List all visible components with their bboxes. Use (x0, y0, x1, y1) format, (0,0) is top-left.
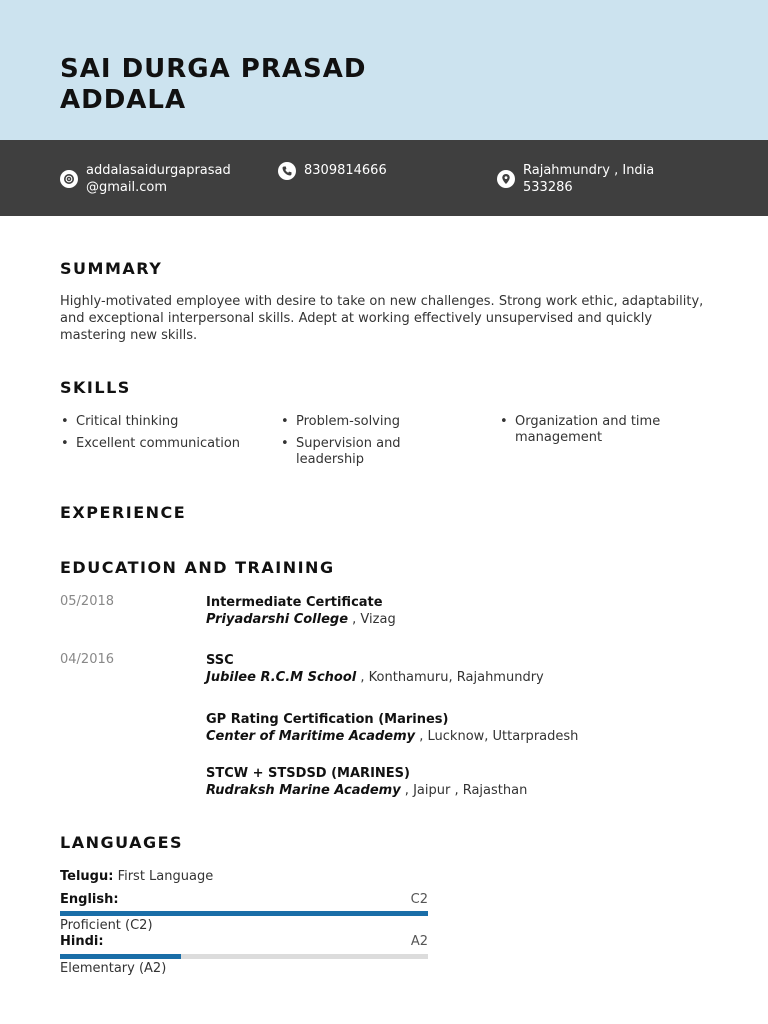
language-level: A2 (410, 934, 428, 949)
summary-heading: SUMMARY (60, 259, 163, 278)
education-entry (206, 765, 527, 799)
contact-phone (278, 162, 387, 180)
language-description: Elementary (A2) (60, 961, 167, 976)
address-line-2: 533286 (523, 180, 573, 195)
language-description: Proficient (C2) (60, 918, 153, 933)
skill-item: • Organization and time management (500, 414, 690, 446)
experience-heading: EXPERIENCE (60, 503, 187, 522)
education-school: Priyadarshi College (206, 612, 349, 627)
education-location: , Jaipur , Rajasthan (400, 783, 528, 798)
email-line-1: addalasaidurgaprasad (86, 163, 231, 178)
education-school: Jubilee R.C.M School (206, 670, 357, 685)
language-row-english (60, 892, 428, 907)
skill-item: • Supervision and leadership (281, 436, 421, 468)
education-location: , Konthamuru, Rajahmundry (356, 670, 544, 685)
contact-bar (0, 140, 768, 216)
languages-heading: LANGUAGES (60, 833, 184, 852)
education-date: 05/2018 (60, 594, 115, 609)
education-entry (206, 594, 396, 628)
education-location: , Lucknow, Uttarpradesh (415, 729, 579, 744)
resume-header (0, 0, 768, 140)
education-location: , Vizag (348, 612, 396, 627)
language-name: Hindi: (60, 934, 104, 949)
language-level: C2 (410, 892, 428, 907)
skills-column-3 (500, 414, 690, 452)
education-entry (206, 652, 544, 686)
native-language-name: Telugu: (60, 869, 114, 884)
skill-item: • Critical thinking (61, 414, 261, 430)
address-line-1: Rajahmundry , India (523, 163, 655, 178)
native-language-value: First Language (113, 869, 214, 884)
skills-column-1 (61, 414, 261, 458)
education-school: Rudraksh Marine Academy (206, 783, 401, 798)
skills-heading: SKILLS (60, 378, 131, 397)
skills-column-2 (281, 414, 421, 474)
skill-item: • Excellent communication (61, 436, 261, 452)
name-line-1: SAI DURGA PRASAD (60, 54, 367, 84)
summary-text: Highly-motivated employee with desire to take on new challenges. Strong work ethic, adaptability, and exceptional interpersonal skills. Adept at working effectively unsupervised and quickly mastering new skills. (60, 294, 704, 343)
education-title: Intermediate Certificate (206, 595, 383, 610)
candidate-name (60, 54, 366, 116)
language-bar-fill (60, 911, 428, 916)
language-bar-hindi (60, 954, 428, 959)
education-school: Center of Maritime Academy (206, 729, 416, 744)
education-title: STCW + STSDSD (MARINES) (206, 766, 410, 781)
education-date: 04/2016 (60, 652, 115, 667)
education-heading: EDUCATION AND TRAINING (60, 558, 335, 577)
education-title: GP Rating Certification (Marines) (206, 712, 449, 727)
skill-item: • Problem-solving (281, 414, 421, 430)
native-language (60, 869, 213, 884)
language-bar-fill (60, 954, 181, 959)
contact-address (497, 162, 654, 196)
email-line-2: @gmail.com (86, 180, 168, 195)
language-row-hindi (60, 934, 428, 949)
location-pin-icon (497, 170, 515, 188)
contact-email (60, 162, 231, 196)
name-line-2: ADDALA (60, 85, 187, 115)
phone-icon (278, 162, 296, 180)
phone-number: 8309814666 (304, 163, 387, 178)
education-entry (206, 711, 578, 745)
at-icon (60, 170, 78, 188)
language-bar-english (60, 911, 428, 916)
language-name: English: (60, 892, 119, 907)
education-title: SSC (206, 653, 234, 668)
